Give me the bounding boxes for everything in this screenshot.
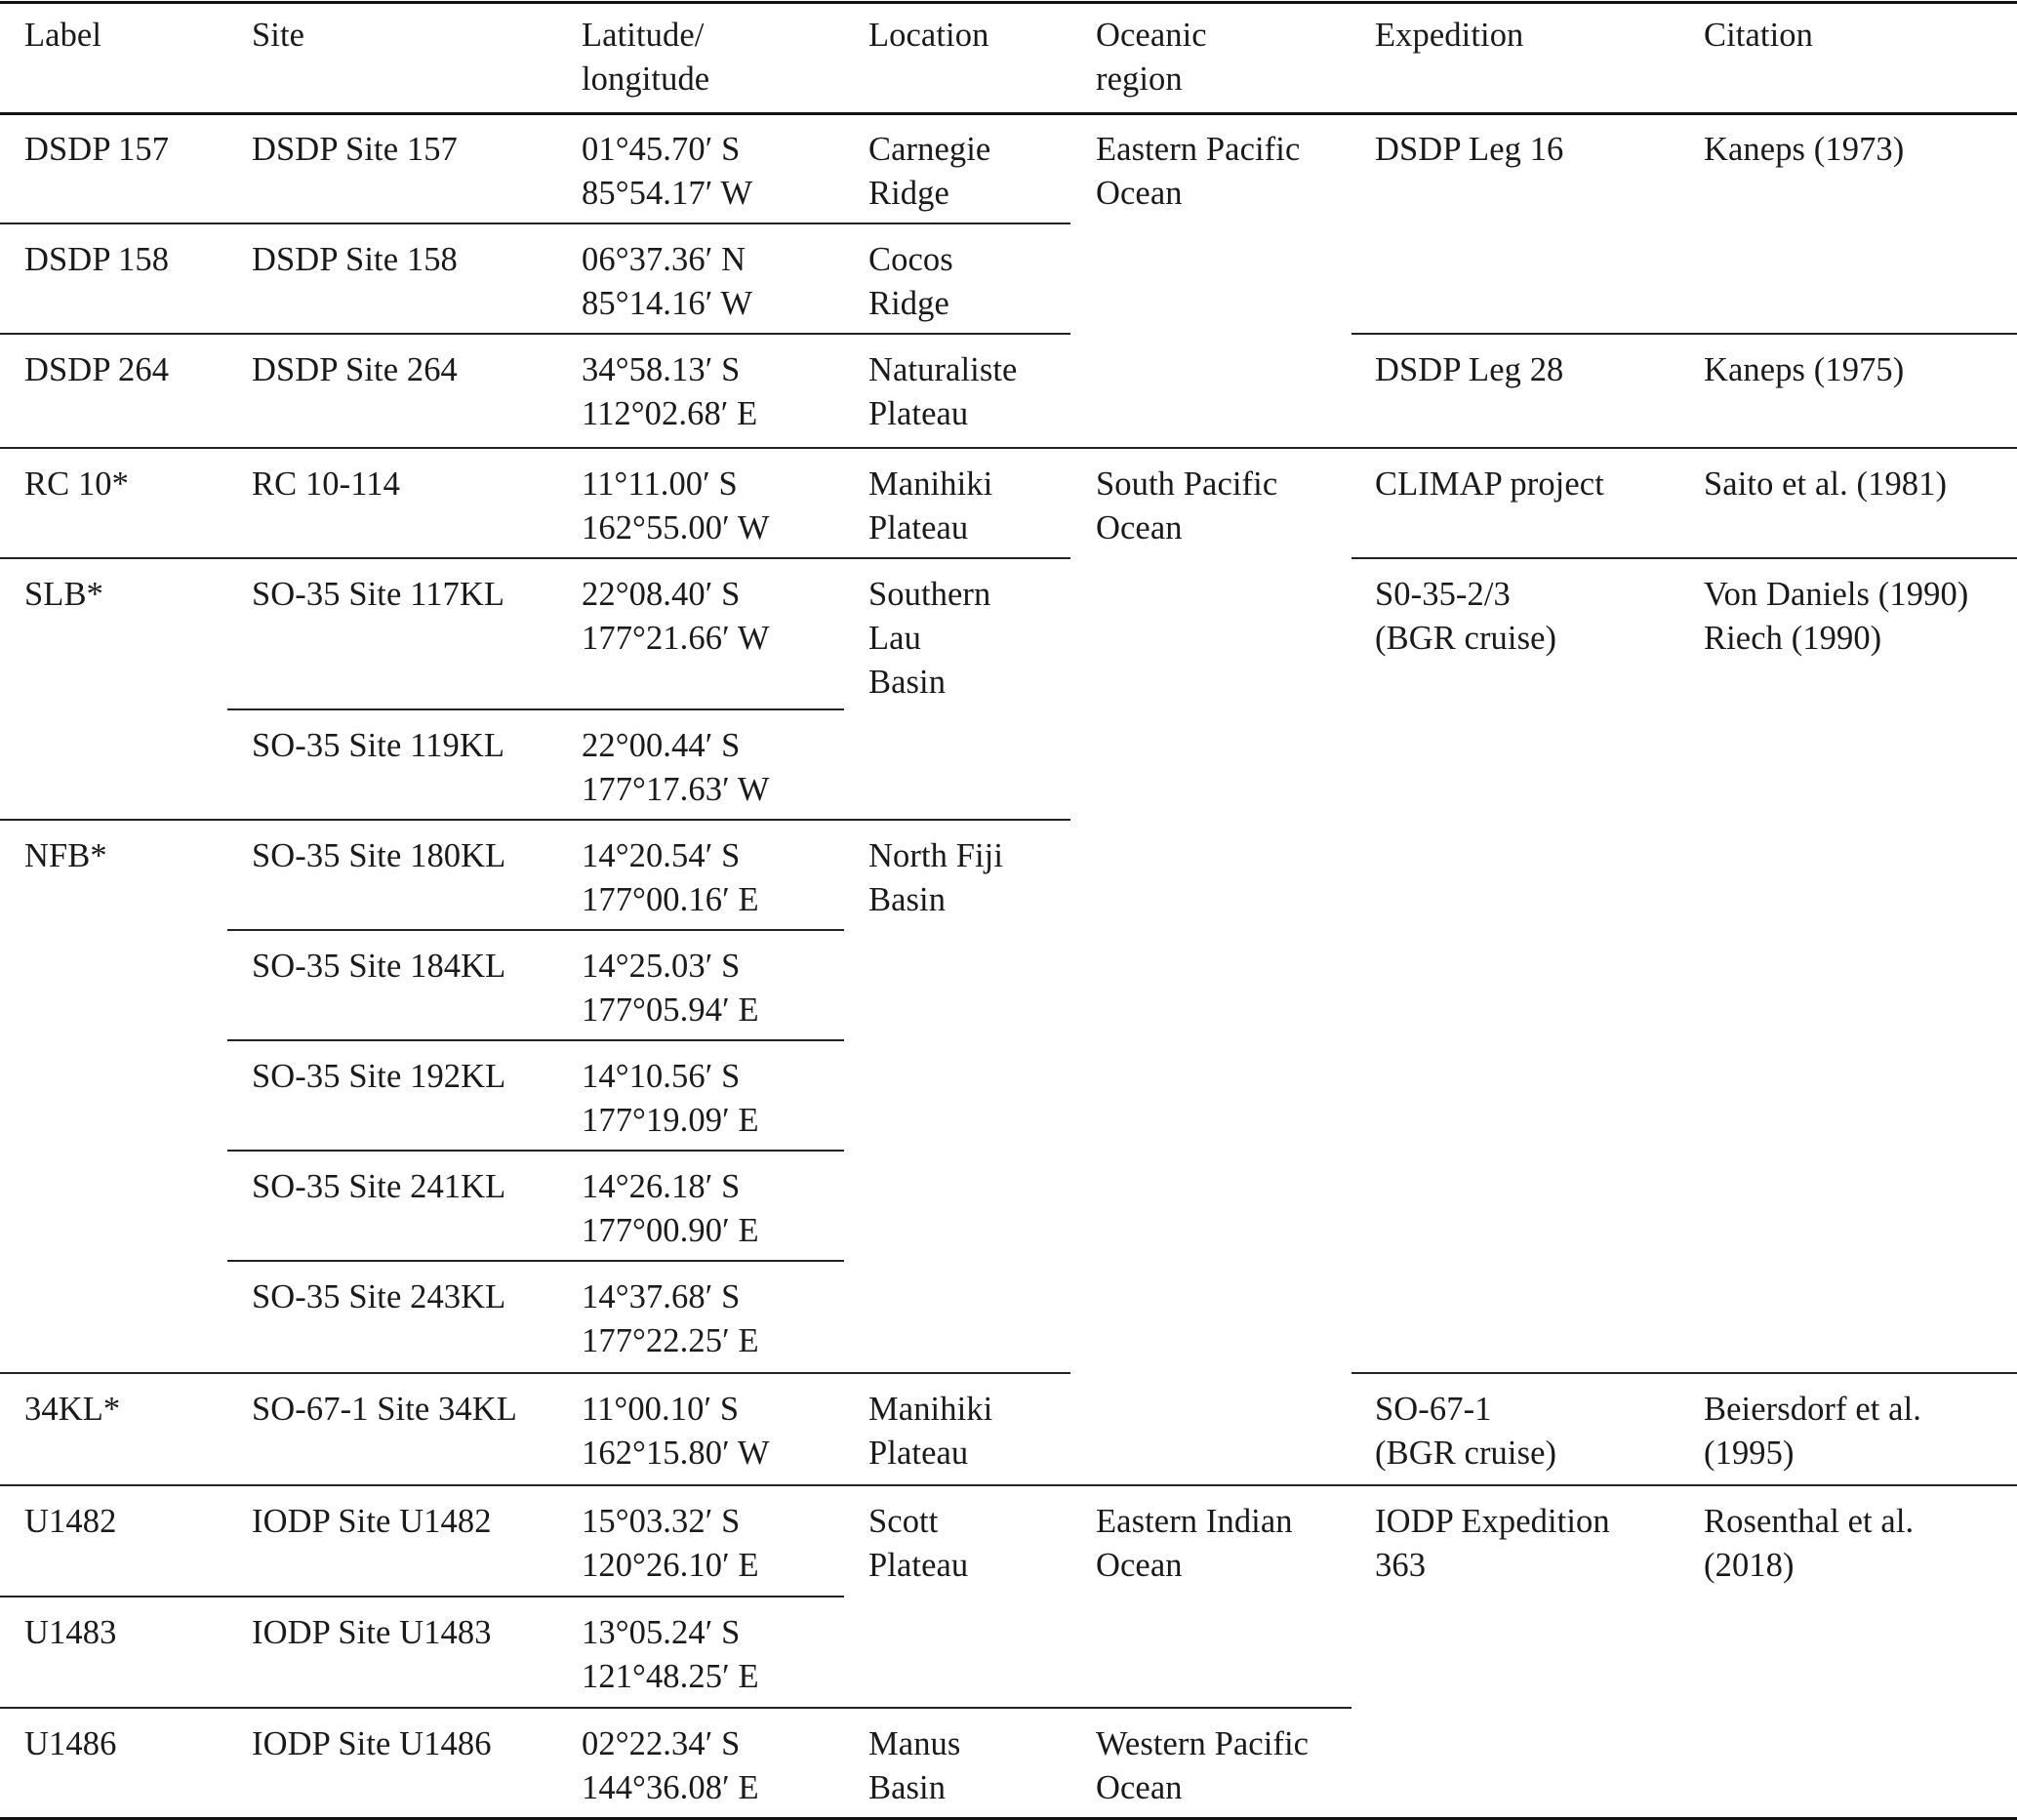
cell-citation: Beiersdorf et al. (1995) — [1704, 1391, 1921, 1472]
cell-label: U1486 — [24, 1725, 117, 1762]
header-rule — [0, 112, 2017, 115]
column-header-oceanic-region: Oceanic region — [1096, 17, 1207, 98]
cell-site: DSDP Site 264 — [252, 351, 458, 388]
cell-site: IODP Site U1486 — [252, 1725, 492, 1762]
cell-latitude-longitude: 22°00.44′ S 177°17.63′ W — [582, 727, 770, 808]
cell-site: SO-67-1 Site 34KL — [252, 1391, 517, 1428]
cell-location: Manihiki Plateau — [868, 465, 993, 546]
table-top-rule — [0, 1, 2017, 4]
cell-latitude-longitude: 14°37.68′ S 177°22.25′ E — [582, 1278, 759, 1359]
cell-location: Scott Plateau — [868, 1503, 969, 1584]
row-divider — [0, 333, 1070, 335]
row-divider — [227, 929, 844, 931]
cell-site: SO-35 Site 184KL — [252, 948, 506, 985]
cell-site: IODP Site U1482 — [252, 1503, 492, 1540]
cell-label: DSDP 157 — [24, 131, 170, 168]
cell-label: U1482 — [24, 1503, 117, 1540]
row-divider — [227, 708, 844, 710]
cell-label: NFB* — [24, 837, 107, 874]
cell-latitude-longitude: 02°22.34′ S 144°36.08′ E — [582, 1725, 759, 1806]
row-divider — [0, 1372, 1070, 1374]
column-header-location: Location — [868, 17, 989, 54]
row-divider — [0, 1484, 2017, 1486]
cell-site: SO-35 Site 180KL — [252, 837, 506, 874]
cell-expedition: DSDP Leg 28 — [1375, 351, 1564, 388]
cell-site: SO-35 Site 117KL — [252, 576, 505, 613]
cell-expedition: DSDP Leg 16 — [1375, 131, 1564, 168]
column-header-label: Label — [24, 17, 102, 54]
cell-citation: Von Daniels (1990) Riech (1990) — [1704, 576, 1969, 657]
cell-latitude-longitude: 14°20.54′ S 177°00.16′ E — [582, 837, 759, 918]
cell-latitude-longitude: 13°05.24′ S 121°48.25′ E — [582, 1614, 759, 1695]
column-header-site: Site — [252, 17, 305, 54]
cell-expedition: S0-35-2/3 (BGR cruise) — [1375, 576, 1557, 657]
cell-label: SLB* — [24, 576, 103, 613]
row-divider — [227, 1039, 844, 1041]
cell-latitude-longitude: 22°08.40′ S 177°21.66′ W — [582, 576, 770, 657]
cell-latitude-longitude: 14°25.03′ S 177°05.94′ E — [582, 948, 759, 1029]
cell-expedition: SO-67-1 (BGR cruise) — [1375, 1391, 1557, 1472]
cell-site: DSDP Site 158 — [252, 241, 458, 278]
cell-latitude-longitude: 06°37.36′ N 85°14.16′ W — [582, 241, 753, 322]
cell-latitude-longitude: 34°58.13′ S 112°02.68′ E — [582, 351, 758, 432]
cell-citation: Kaneps (1975) — [1704, 351, 1905, 388]
cell-expedition: IODP Expedition 363 — [1375, 1503, 1610, 1584]
cell-latitude-longitude: 01°45.70′ S 85°54.17′ W — [582, 131, 753, 212]
row-divider — [1351, 557, 2017, 559]
cell-site: SO-35 Site 243KL — [252, 1278, 506, 1315]
row-divider — [227, 1150, 844, 1152]
cell-latitude-longitude: 14°26.18′ S 177°00.90′ E — [582, 1168, 759, 1249]
cell-site: RC 10-114 — [252, 465, 401, 503]
row-divider — [0, 819, 1070, 821]
cell-location: Southern Lau Basin — [868, 576, 991, 701]
cell-citation: Kaneps (1973) — [1704, 131, 1905, 168]
cell-site: IODP Site U1483 — [252, 1614, 492, 1651]
cell-citation: Saito et al. (1981) — [1704, 465, 1948, 503]
cell-location: Manihiki Plateau — [868, 1391, 993, 1472]
row-divider — [0, 447, 2017, 449]
row-divider — [0, 222, 1070, 224]
cell-site: SO-35 Site 119KL — [252, 727, 505, 764]
cell-oceanic-region: Western Pacific Ocean — [1096, 1725, 1310, 1806]
row-divider — [227, 1260, 844, 1262]
cell-location: Manus Basin — [868, 1725, 961, 1806]
cell-latitude-longitude: 15°03.32′ S 120°26.10′ E — [582, 1503, 759, 1584]
cell-oceanic-region: South Pacific Ocean — [1096, 465, 1278, 546]
cell-label: 34KL* — [24, 1391, 121, 1428]
cell-location: Naturaliste Plateau — [868, 351, 1018, 432]
cell-site: SO-35 Site 241KL — [252, 1168, 506, 1205]
cell-oceanic-region: Eastern Pacific Ocean — [1096, 131, 1301, 212]
cell-latitude-longitude: 14°10.56′ S 177°19.09′ E — [582, 1058, 759, 1139]
cell-label: DSDP 158 — [24, 241, 170, 278]
cell-citation: Rosenthal et al. (2018) — [1704, 1503, 1915, 1584]
row-divider — [0, 557, 1070, 559]
cell-latitude-longitude: 11°00.10′ S 162°15.80′ W — [582, 1391, 770, 1472]
cell-label: U1483 — [24, 1614, 117, 1651]
column-header-citation: Citation — [1704, 17, 1813, 54]
row-divider — [1351, 1372, 2017, 1374]
cell-label: DSDP 264 — [24, 351, 170, 388]
cell-latitude-longitude: 11°11.00′ S 162°55.00′ W — [582, 465, 770, 546]
cell-location: North Fiji Basin — [868, 837, 1004, 918]
cell-site: SO-35 Site 192KL — [252, 1058, 506, 1095]
cell-expedition: CLIMAP project — [1375, 465, 1604, 503]
row-divider — [0, 1596, 844, 1598]
column-header-latitude-longitude: Latitude/ longitude — [582, 17, 710, 98]
row-divider — [1351, 333, 2017, 335]
cell-site: DSDP Site 157 — [252, 131, 458, 168]
cell-location: Carnegie Ridge — [868, 131, 991, 212]
cell-label: RC 10* — [24, 465, 129, 503]
column-header-expedition: Expedition — [1375, 17, 1524, 54]
cell-oceanic-region: Eastern Indian Ocean — [1096, 1503, 1293, 1584]
row-divider — [0, 1707, 1351, 1709]
cell-location: Cocos Ridge — [868, 241, 953, 322]
